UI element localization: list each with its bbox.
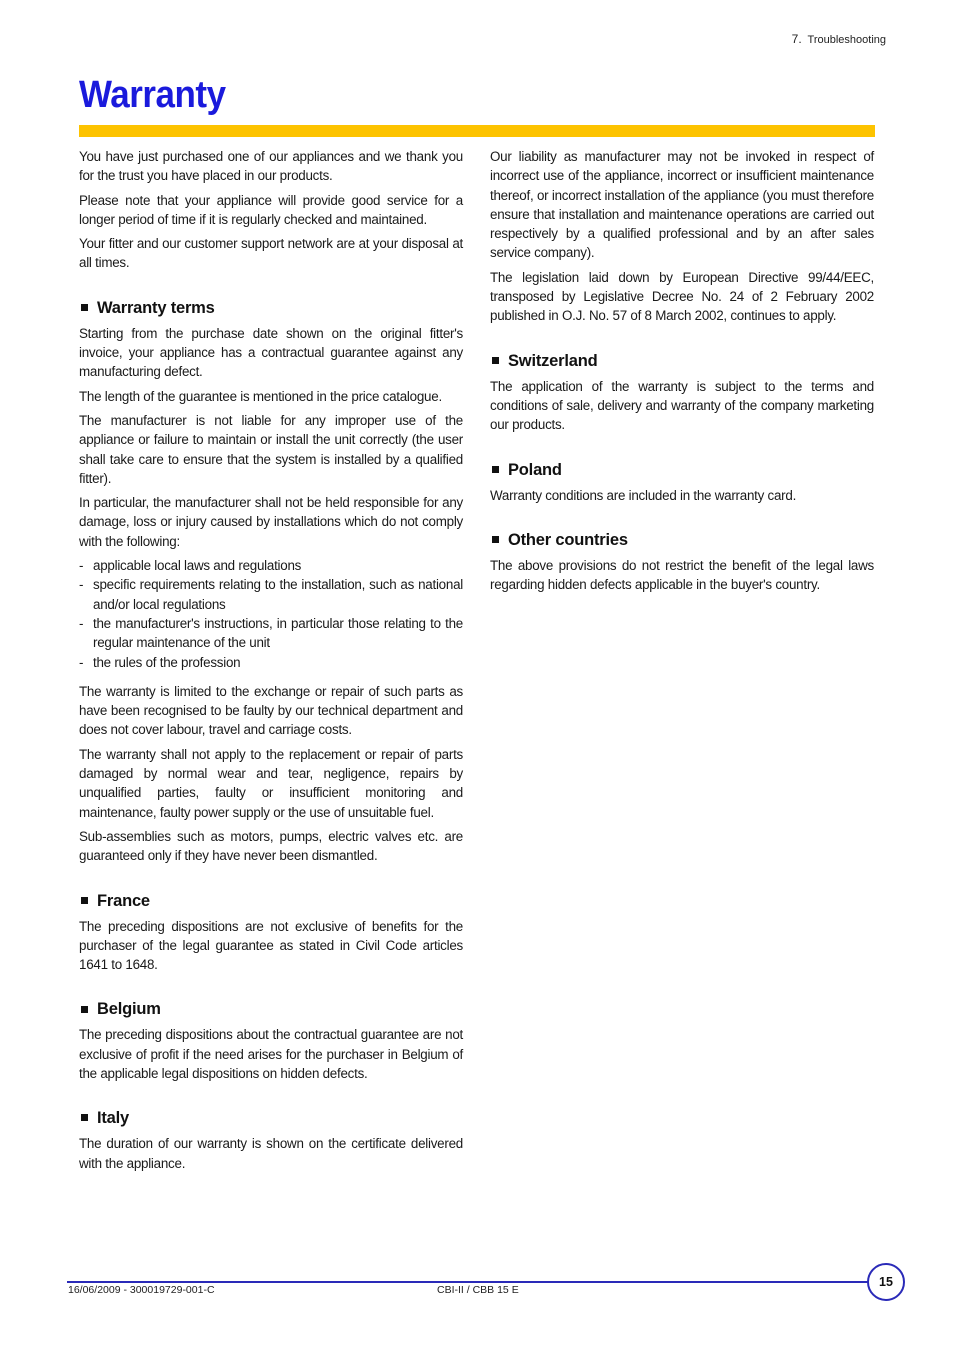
list-item: - applicable local laws and regulations: [79, 556, 463, 575]
paragraph: The manufacturer is not liable for any improper use of the appliance or failure to maintain or install the unit correctly (the user shall take care to ensure that the system is installed by a qualified fitter).: [79, 412, 463, 486]
paragraph: Starting from the purchase date shown on the original fitter's invoice, your appliance has a contractual guarantee against any manufacturing defect.: [79, 325, 463, 380]
paragraph: The application of the warranty is subject to the terms and conditions of sale, delivery and warranty of the company marketing our products.: [490, 378, 874, 433]
heading-label: France: [97, 891, 150, 910]
list-item: - specific requirements relating to the installation, such as national and/or local regulations: [79, 575, 463, 614]
heading-label: Belgium: [97, 1000, 161, 1019]
intro-paragraph: Your fitter and our customer support network are at your disposal at all times.: [79, 236, 463, 271]
list-item: - the manufacturer's instructions, in particular those relating to the regular maintenance of the unit: [79, 614, 463, 653]
heading-italy: [79, 1108, 463, 1128]
heading-france: [79, 891, 463, 911]
paragraph: The warranty is limited to the exchange or repair of such parts as have been recognised to be faulty by our technical department and does not cover labour, travel and carriage costs.: [79, 683, 463, 738]
paragraph: The length of the guarantee is mentioned in the price catalogue.: [79, 388, 442, 404]
heading-belgium: [79, 999, 463, 1019]
square-bullet-icon: [492, 536, 499, 543]
list-item: - the rules of the profession: [79, 653, 463, 672]
square-bullet-icon: [81, 897, 88, 904]
paragraph: The warranty shall not apply to the replacement or repair of parts damaged by normal wear and tear, negligence, repairs by unqualified parties, faulty or insufficient monitoring and maintenance, faulty power supply or the use of unsuitable fuel.: [79, 746, 463, 820]
section-number: 7.: [791, 32, 802, 46]
paragraph: The preceding dispositions about the contractual guarantee are not exclusive of profit if the need arises for the purchaser in Belgium of the applicable legal dispositions on hidden defects.: [79, 1027, 463, 1081]
section-title: Troubleshooting: [807, 34, 886, 46]
paragraph: Our liability as manufacturer may not be invoked in respect of incorrect use of the appliance, incorrect or insufficient maintenance thereof, or incorrect installation of the appliance (you must therefore ensure that installation and maintenance operations are carried out respectively by a qualified professional and by an after sales service company).: [490, 149, 874, 261]
paragraph: Sub-assemblies such as motors, pumps, electric valves etc. are guaranteed only if they have never been dismantled.: [79, 828, 463, 864]
heading-poland: [490, 460, 874, 480]
page-number-badge: [867, 1263, 905, 1301]
heading-warranty-terms: [79, 298, 463, 318]
paragraph: In particular, the manufacturer shall not be held responsible for any damage, loss or injury caused by installations which do not comply with the following:: [79, 495, 463, 549]
heading-other-countries: [490, 530, 874, 550]
footer-doc-reference: 16/06/2009 - 300019729-001-C: [68, 1284, 215, 1296]
paragraph: The legislation laid down by European Directive 99/44/EEC, transposed by Legislative Decree No. 24 of 2 February 2002 published in O.J. No. 57 of 8 March 2002, continues to apply.: [490, 269, 874, 324]
paragraph: The above provisions do not restrict the benefit of the legal laws regarding hidden defects applicable in the buyer's country.: [490, 557, 874, 593]
page-number: 15: [879, 1275, 893, 1289]
square-bullet-icon: [81, 1114, 88, 1121]
heading-label: Other countries: [508, 530, 628, 549]
square-bullet-icon: [81, 1006, 88, 1013]
heading-label: Poland: [508, 460, 562, 479]
right-column: [490, 147, 874, 599]
heading-label: Warranty terms: [97, 298, 215, 317]
intro-paragraph: You have just purchased one of our appliances and we thank you for the trust you have placed in our products.: [79, 149, 463, 184]
paragraph: Warranty conditions are included in the warranty card.: [490, 487, 797, 503]
intro-paragraph: Please note that your appliance will provide good service for a longer period of time if it is regularly checked and maintained.: [79, 192, 463, 227]
square-bullet-icon: [492, 357, 499, 364]
paragraph: The duration of our warranty is shown on the certificate delivered with the appliance.: [79, 1136, 463, 1171]
square-bullet-icon: [81, 304, 88, 311]
title-accent-bar: [79, 125, 875, 137]
square-bullet-icon: [492, 466, 499, 473]
paragraph: The preceding dispositions are not exclusive of benefits for the purchaser of the legal guarantee as stated in Civil Code articles 1641 to 1648.: [79, 918, 463, 973]
heading-label: Italy: [97, 1109, 130, 1128]
left-column: [79, 147, 463, 1178]
compliance-list: [79, 556, 463, 672]
page-title: Warranty: [79, 74, 226, 116]
footer-rule: [67, 1281, 875, 1283]
heading-label: Switzerland: [508, 351, 598, 370]
running-header: [792, 32, 886, 46]
heading-switzerland: [490, 351, 874, 371]
footer-model: CBI-II / CBB 15 E: [437, 1284, 519, 1296]
